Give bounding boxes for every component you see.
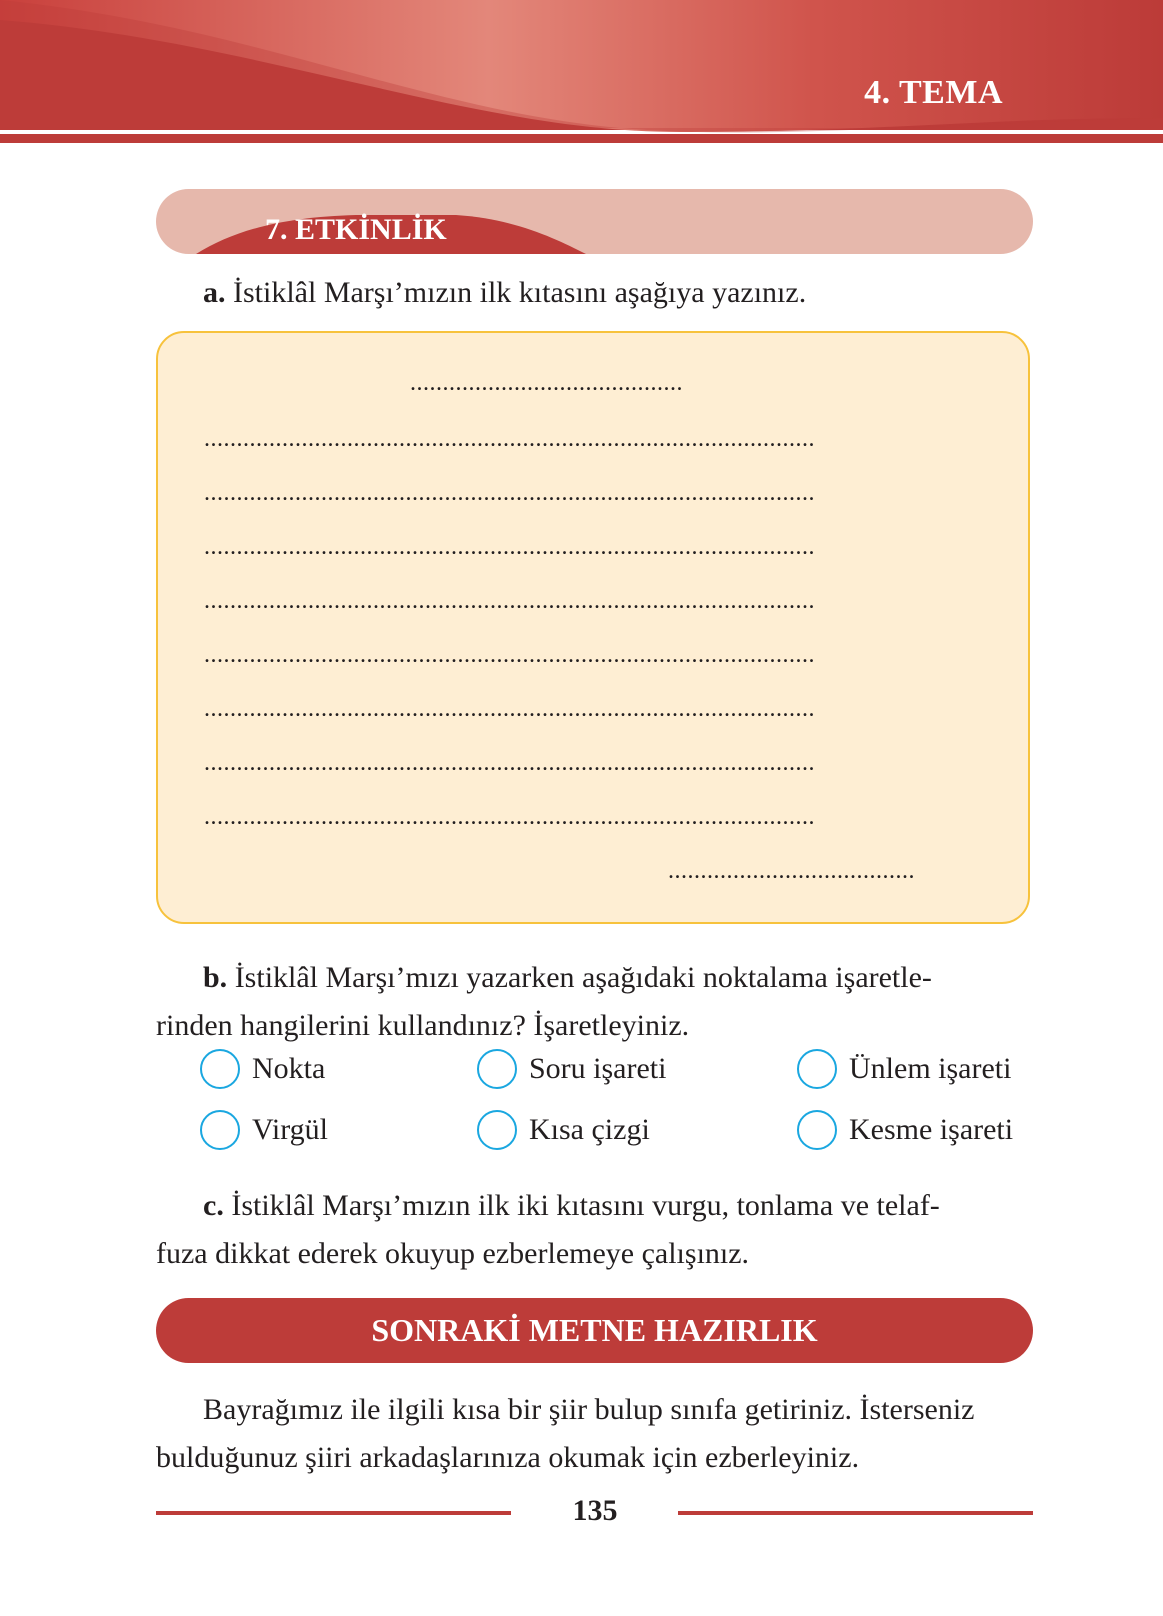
- title-dotted-line[interactable]: ..........................................: [410, 371, 683, 395]
- question-a-label: a.: [203, 276, 226, 309]
- option-label: Kesme işareti: [849, 1113, 1014, 1146]
- checkbox-circle-icon[interactable]: [797, 1110, 837, 1150]
- checkbox-circle-icon[interactable]: [477, 1049, 517, 1089]
- option-label: Soru işareti: [529, 1052, 667, 1085]
- question-c-text-continued: fuza dikkat ederek okuyup ezberlemeye çalışınız.: [156, 1237, 750, 1270]
- question-b-text: İstiklâl Marşı’mızı yazarken aşağıdaki noktalama işaretle-: [227, 961, 932, 994]
- dotted-line[interactable]: ..............................................................................................: [204, 589, 815, 613]
- checkbox-circle-icon[interactable]: [200, 1049, 240, 1089]
- activity-title: 7. ETKİNLİK: [265, 213, 447, 246]
- next-section-banner: [156, 1298, 1033, 1363]
- question-a: [203, 270, 806, 316]
- dotted-line[interactable]: ..............................................................................................: [204, 535, 815, 559]
- option-kisa-cizgi[interactable]: [477, 1110, 650, 1150]
- signature-dotted-line[interactable]: ......................................: [668, 859, 915, 883]
- next-section-text-continued: bulduğunuz şiiri arkadaşlarınıza okumak için ezberleyiniz.: [156, 1441, 860, 1474]
- option-unlem-isareti[interactable]: [797, 1049, 1011, 1089]
- footer-rule-left: [156, 1511, 511, 1515]
- dotted-line[interactable]: ..............................................................................................: [204, 427, 815, 451]
- question-a-text: İstiklâl Marşı’mızın ilk kıtasını aşağıya yazınız.: [225, 276, 807, 309]
- option-nokta[interactable]: [200, 1049, 325, 1089]
- next-section-text: Bayrağımız ile ilgili kısa bir şiir bulup sınıfa getiriniz. İsterseniz: [203, 1393, 975, 1426]
- checkbox-circle-icon[interactable]: [797, 1049, 837, 1089]
- option-kesme-isareti[interactable]: [797, 1110, 1013, 1150]
- dotted-line[interactable]: ..............................................................................................: [204, 805, 815, 829]
- checkbox-circle-icon[interactable]: [200, 1110, 240, 1150]
- footer-rule-right: [678, 1511, 1033, 1515]
- question-c-label: c.: [203, 1189, 224, 1222]
- option-label: Virgül: [252, 1113, 328, 1146]
- option-label: Nokta: [252, 1052, 326, 1085]
- dotted-line[interactable]: ..............................................................................................: [204, 643, 815, 667]
- option-soru-isareti[interactable]: [477, 1049, 666, 1089]
- dotted-line[interactable]: ..............................................................................................: [204, 751, 815, 775]
- checkbox-circle-icon[interactable]: [477, 1110, 517, 1150]
- dotted-line[interactable]: ..............................................................................................: [204, 697, 815, 721]
- page-number: 135: [572, 1494, 618, 1527]
- question-b-text-continued: rinden hangilerini kullandınız? İşaretleyiniz.: [156, 1009, 690, 1042]
- writing-box: [156, 331, 1030, 924]
- option-label: Kısa çizgi: [529, 1113, 650, 1146]
- question-c: [203, 1183, 940, 1229]
- question-b-label: b.: [203, 961, 228, 994]
- dotted-line[interactable]: ..............................................................................................: [204, 481, 815, 505]
- next-section-title: SONRAKİ METNE HAZIRLIK: [371, 1312, 818, 1348]
- theme-title: 4. TEMA: [864, 74, 1003, 111]
- question-c-text: İstiklâl Marşı’mızın ilk iki kıtasını vurgu, tonlama ve telaf-: [223, 1189, 940, 1222]
- question-b: [203, 955, 1033, 1001]
- option-label: Ünlem işareti: [849, 1052, 1012, 1085]
- option-virgul[interactable]: [200, 1110, 328, 1150]
